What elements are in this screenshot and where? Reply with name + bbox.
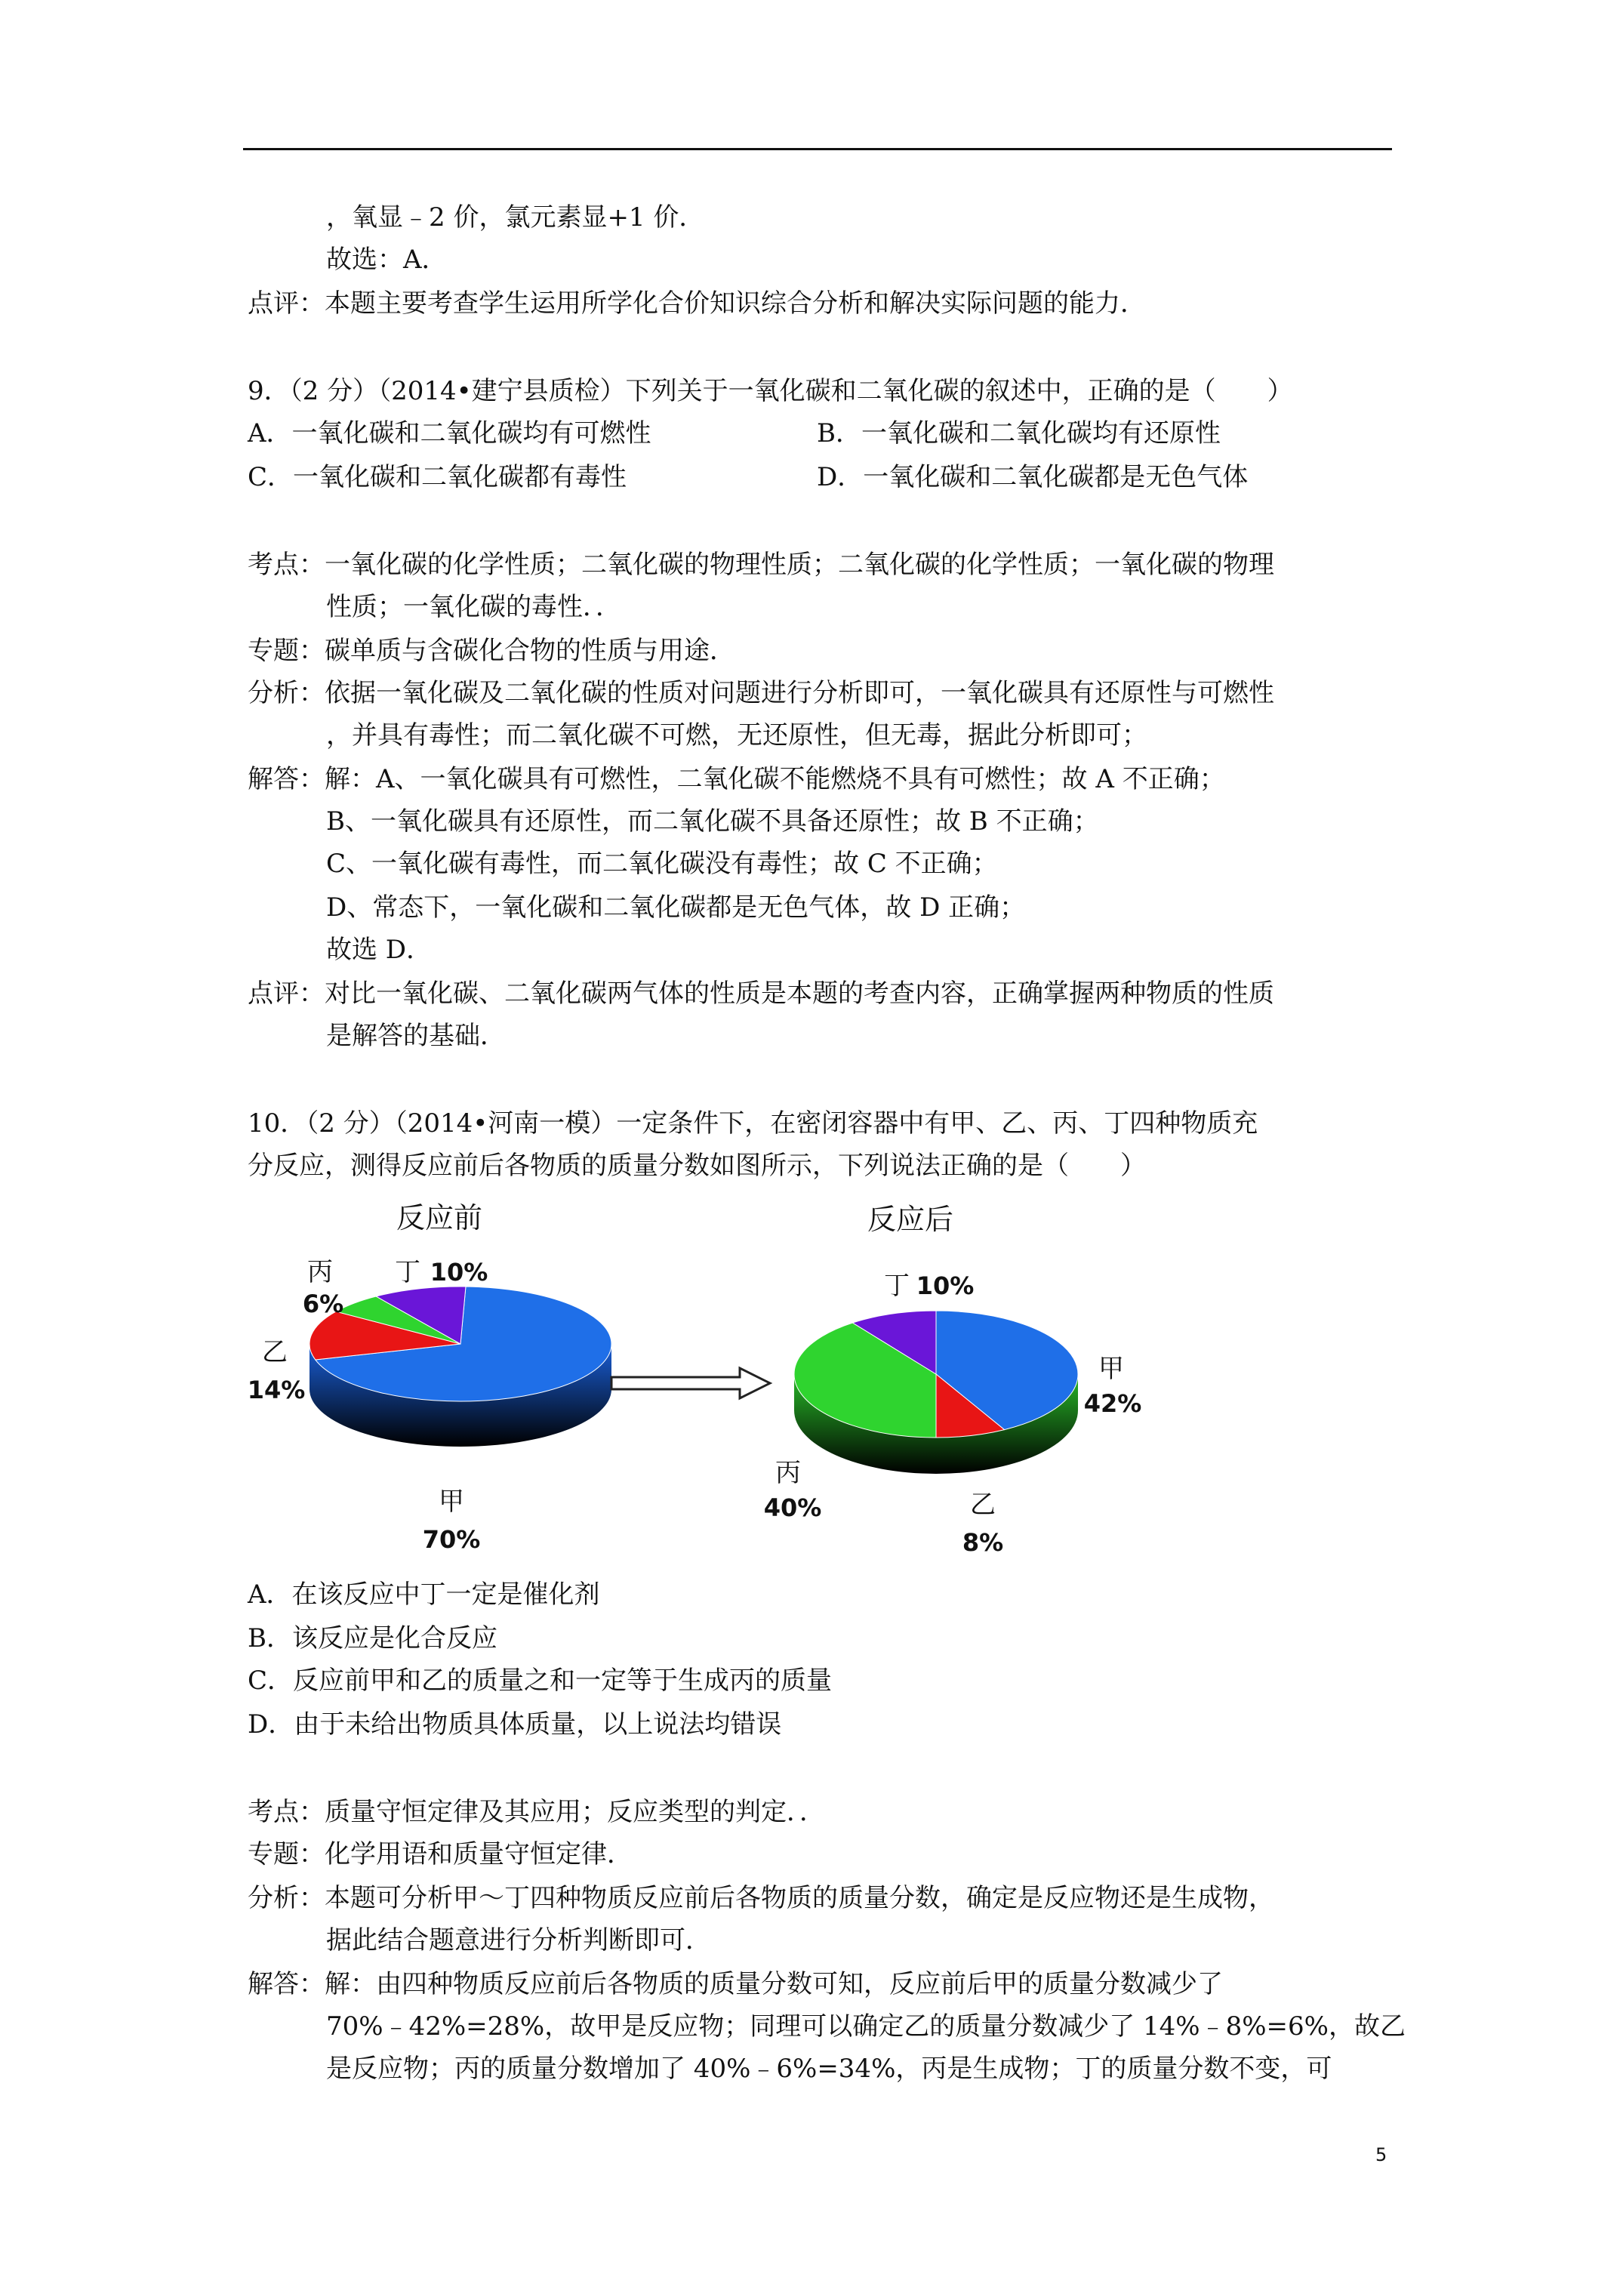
pie-percent-label: 10% <box>916 1271 975 1300</box>
pie-percent-label: 42% <box>1083 1389 1142 1418</box>
q9-kaodian-2: 性质；一氧化碳的毒性．． <box>326 592 621 622</box>
q10-kaodian: 考点：质量守恒定律及其应用；反应类型的判定．． <box>248 1797 825 1827</box>
pie-percent-label: 6% <box>302 1290 344 1318</box>
pie-percent-label: 70% <box>422 1525 481 1554</box>
right-arrow-icon <box>611 1368 770 1398</box>
q10-fenxi-1: 分析：本题可分析甲～丁四种物质反应前后各物质的质量分数，确定是反应物还是生成物， <box>248 1883 1274 1913</box>
prev-line-2: 故选：A． <box>326 245 448 275</box>
q10-option-a: A．在该反应中丁一定是催化剂 <box>248 1579 600 1610</box>
q9-dianping-2: 是解答的基础． <box>326 1021 506 1051</box>
pie-percent-label: 8% <box>962 1528 1004 1557</box>
pie-chart-after <box>764 1203 1142 1557</box>
q10-jieda-2: 70%﹣42%=28%，故甲是反应物；同理可以确定乙的质量分数减少了 14%﹣8%=6%，故乙 <box>326 2011 1406 2042</box>
pie-category-label: 丁 <box>395 1257 420 1287</box>
q10-option-b: B．该反应是化合反应 <box>248 1623 497 1653</box>
q10-stem-1: 10．（2 分）（2014•河南一模）一定条件下，在密闭容器中有甲、乙、丙、丁四种物质充 <box>248 1108 1258 1139</box>
pie-chart-before <box>248 1201 611 1554</box>
pie-category-label: 丙 <box>307 1257 333 1287</box>
pie-category-label: 乙 <box>262 1337 288 1367</box>
pie-title: 反应后 <box>867 1203 954 1236</box>
q9-option-a: A．一氧化碳和二氧化碳均有可燃性 <box>248 418 651 448</box>
q9-jieda-3: C、一氧化碳有毒性，而二氧化碳没有毒性；故 C 不正确； <box>326 849 998 879</box>
q9-jieda-4: D、常态下，一氧化碳和二氧化碳都是无色气体，故 D 正确； <box>326 892 1026 923</box>
page-number: 5 <box>1375 2144 1387 2165</box>
q10-fenxi-2: 据此结合题意进行分析判断即可． <box>326 1925 711 1955</box>
pie-percent-label: 10% <box>430 1258 488 1287</box>
q10-jieda-3: 是反应物；丙的质量分数增加了 40%﹣6%=34%，丙是生成物；丁的质量分数不变，可 <box>326 2054 1332 2084</box>
q10-zhuanti: 专题：化学用语和质量守恒定律． <box>248 1839 633 1869</box>
pie-category-label: 丙 <box>775 1458 801 1488</box>
prev-line-1: ，氧显﹣2 价，氯元素显+1 价． <box>326 202 705 233</box>
header-rule <box>243 148 1392 150</box>
q9-fenxi-2: ，并具有毒性；而二氧化碳不可燃，无还原性，但无毒，据此分析即可； <box>326 720 1147 750</box>
q9-zhuanti: 专题：碳单质与含碳化合物的性质与用途． <box>248 636 735 666</box>
pie-title: 反应前 <box>396 1201 483 1234</box>
q9-option-c: C．一氧化碳和二氧化碳都有毒性 <box>248 462 627 492</box>
q9-kaodian-1: 考点：一氧化碳的化学性质；二氧化碳的物理性质；二氧化碳的化学性质；一氧化碳的物理 <box>248 550 1274 580</box>
pie-category-label: 丁 <box>884 1271 910 1301</box>
q9-dianping-1: 点评：对比一氧化碳、二氧化碳两气体的性质是本题的考查内容，正确掌握两种物质的性质 <box>248 978 1274 1009</box>
q9-option-d: D．一氧化碳和二氧化碳都是无色气体 <box>817 462 1249 492</box>
q9-jieda-5: 故选 D． <box>326 935 433 965</box>
q9-stem: 9．（2 分）（2014•建宁县质检）下列关于一氧化碳和二氧化碳的叙述中，正确的是（ ） <box>248 376 1293 406</box>
pie-percent-label: 40% <box>763 1493 822 1522</box>
pie-category-label: 甲 <box>1098 1354 1124 1384</box>
q10-option-c: C．反应前甲和乙的质量之和一定等于生成丙的质量 <box>248 1666 833 1696</box>
q9-fenxi-1: 分析：依据一氧化碳及二氧化碳的性质对问题进行分析即可，一氧化碳具有还原性与可燃性 <box>248 678 1274 708</box>
pie-category-label: 乙 <box>970 1490 996 1520</box>
q9-jieda-1: 解答：解：A、一氧化碳具有可燃性，二氧化碳不能燃烧不具有可燃性；故 A 不正确； <box>248 764 1225 794</box>
q10-jieda-1: 解答：解：由四种物质反应前后各物质的质量分数可知，反应前后甲的质量分数减少了 <box>248 1969 1223 1999</box>
pie-percent-label: 14% <box>247 1376 306 1404</box>
q10-option-d: D．由于未给出物质具体质量，以上说法均错误 <box>248 1709 782 1740</box>
pie-category-label: 甲 <box>439 1487 464 1517</box>
q10-stem-2: 分反应，测得反应前后各物质的质量分数如图所示，下列说法正确的是（ ） <box>248 1151 1146 1181</box>
q9-option-b: B．一氧化碳和二氧化碳均有还原性 <box>817 418 1221 448</box>
pie-charts-figure <box>242 1193 1178 1570</box>
q9-jieda-2: B、一氧化碳具有还原性，而二氧化碳不具备还原性；故 B 不正确； <box>326 806 1099 837</box>
prev-comment: 点评：本题主要考查学生运用所学化合价知识综合分析和解决实际问题的能力． <box>248 288 1146 319</box>
